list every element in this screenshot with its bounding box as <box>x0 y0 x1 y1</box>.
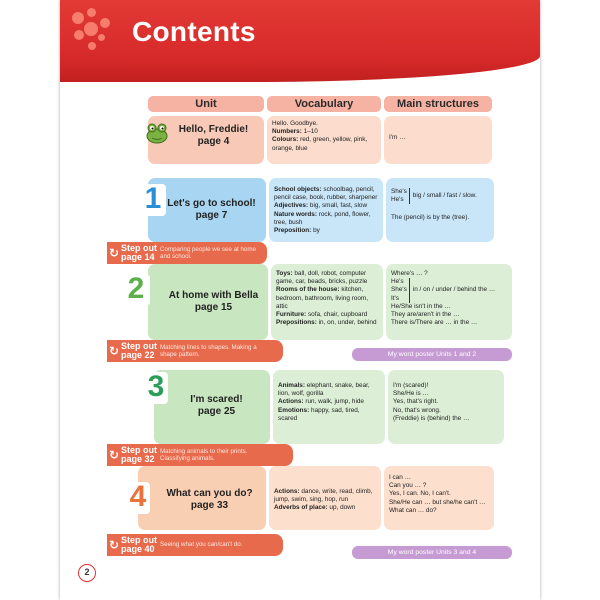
structures-cell <box>388 370 504 444</box>
contents-page <box>60 0 540 600</box>
unit-title: What can you do? <box>166 488 253 499</box>
stepout-arrow-icon: ↻ <box>108 344 120 358</box>
vocab-line: Toys: ball, doll, robot, computer game, car, beads, bricks, puzzle <box>276 270 368 286</box>
stepout-label: Step out page 32 <box>121 445 157 464</box>
structure-line: in / on / under / behind the … <box>412 286 496 294</box>
vocab-line: Emotions: happy, sad, tired, scared <box>278 406 360 422</box>
decor-bubble <box>100 18 110 28</box>
structure-line: There is/There are … in the … <box>391 319 478 327</box>
decor-bubble <box>98 34 105 41</box>
stepout-banner <box>107 242 267 264</box>
frog-icon <box>144 120 170 146</box>
unit-row-4 <box>138 466 494 530</box>
structure-line: I can … <box>389 474 412 481</box>
decor-bubble <box>72 12 84 24</box>
unit-number: 4 <box>126 482 150 514</box>
stepout-description: Comparing people we see at home and school. <box>160 245 256 260</box>
vocab-cell <box>273 370 385 444</box>
structures-cell <box>384 116 492 164</box>
decor-bubble <box>88 42 96 50</box>
structure-line: I'm … <box>389 134 406 141</box>
unit-cell <box>148 116 264 164</box>
unit-title: Hello, Freddie! <box>178 124 249 135</box>
structure-line: big / small / fast / slow. <box>412 192 477 200</box>
structure-line: It's <box>391 294 399 302</box>
structures-cell <box>384 466 494 530</box>
unit-title: I'm scared! <box>190 394 243 405</box>
unit-cell <box>154 370 270 444</box>
structure-line: The (pencil) is by the (tree). <box>391 214 470 222</box>
stepout-description: Matching animals to their prints. Classifying animals. <box>160 447 248 462</box>
unit-number: 1 <box>140 184 166 216</box>
unit-number: 3 <box>144 372 168 404</box>
page-number: 2 <box>78 564 96 582</box>
unit-row-3 <box>154 370 504 444</box>
vocab-line: Rooms of the house: kitchen, bedroom, bathroom, living room, attic <box>276 286 368 310</box>
vocab-line: Actions: run, walk, jump, hide <box>278 398 364 406</box>
unit-row-2 <box>148 264 512 340</box>
stepout-arrow-icon: ↻ <box>108 538 120 552</box>
stepout-banner <box>107 340 283 362</box>
vocab-line: Adjectives: big, small, fast, slow <box>274 202 368 210</box>
vocab-line: Preposition: by <box>274 227 320 235</box>
stepout-label: Step out page 14 <box>121 243 157 262</box>
structure-line: Where's … ? <box>391 270 428 277</box>
vocab-line: Hello. Goodbye. <box>272 120 318 127</box>
unit-cell <box>138 466 266 530</box>
unit-page: page 7 <box>195 210 228 221</box>
vocab-line: Colours: red, green, yellow, pink, orange, blue <box>272 136 368 152</box>
structure-line: She/He can … but she/he can't … <box>389 498 486 506</box>
vocab-line: Nature words: rock, pond, flower, tree, bush <box>274 210 371 226</box>
column-header-vocabulary: Vocabulary <box>267 96 381 112</box>
unit-page: page 25 <box>197 406 236 417</box>
stepout-arrow-icon: ↻ <box>108 246 120 260</box>
stepout-description: Seeing what you can/can't do. <box>160 541 243 549</box>
stepout-banner <box>107 444 293 466</box>
structure-line: He's <box>391 196 404 204</box>
unit-title: Let's go to school! <box>167 198 256 209</box>
unit-page: page 33 <box>190 500 229 511</box>
vocab-line: Prepositions: in, on, under, behind <box>276 319 377 327</box>
page-title: Contents <box>132 16 256 47</box>
structure-group <box>391 188 489 204</box>
structure-group <box>391 278 507 303</box>
vocab-cell <box>269 178 383 242</box>
stepout-label: Step out page 22 <box>121 341 157 360</box>
vocab-cell <box>267 116 381 164</box>
decor-bubble <box>74 30 84 40</box>
unit-page: page 15 <box>194 302 233 313</box>
structure-line: He's <box>391 278 404 286</box>
vocab-line: Animals: elephant, snake, bear, lion, wolf, gorilla <box>278 382 370 398</box>
stepout-label: Step out page 40 <box>121 535 157 554</box>
header-banner <box>60 0 540 82</box>
structure-line: She/He is … <box>393 390 429 398</box>
decor-bubble <box>87 8 96 17</box>
unit-title: At home with Bella <box>168 290 259 301</box>
structure-line: No, that's wrong. <box>393 406 441 414</box>
structure-line: What can … do? <box>389 506 437 514</box>
vocab-line: Furniture: sofa, chair, cupboard <box>276 311 368 319</box>
unit-row-intro <box>148 116 492 164</box>
unit-number: 2 <box>122 274 150 306</box>
structure-line: She's <box>391 188 407 195</box>
stepout-arrow-icon: ↻ <box>108 448 120 462</box>
vocab-line: Actions: dance, write, read, climb, jump, swim, sing, hop, run <box>274 488 373 504</box>
structure-line: She's <box>391 286 407 294</box>
vocab-cell <box>269 466 381 530</box>
unit-row-1 <box>148 178 494 242</box>
structure-line: I'm (scared)! <box>393 382 429 389</box>
unit-cell <box>148 264 268 340</box>
structures-cell <box>386 264 512 340</box>
structure-line: (Freddie) is (behind) the … <box>393 414 470 422</box>
structure-line: Can you … ? <box>389 482 427 490</box>
vocab-cell <box>271 264 383 340</box>
column-header-unit: Unit <box>148 96 264 112</box>
structures-cell <box>386 178 494 242</box>
vocab-line: School objects: schoolbag, pencil, pencil case, book, rubber, sharpener <box>274 186 378 202</box>
vocab-line: Adverbs of place: up, down <box>274 504 356 512</box>
word-poster-banner: My word poster Units 3 and 4 <box>352 546 512 559</box>
vocab-line: Numbers: 1–10 <box>272 128 318 136</box>
word-poster-banner: My word poster Units 1 and 2 <box>352 348 512 361</box>
column-header-structures: Main structures <box>384 96 492 112</box>
unit-page: page 4 <box>197 136 230 147</box>
structure-line: Yes, I can. No, I can't. <box>389 490 451 498</box>
stepout-banner <box>107 534 283 556</box>
structure-line: He/She isn't in the … <box>391 302 451 310</box>
structure-line: They are/aren't in the … <box>391 311 460 319</box>
structure-line: Yes, that's right. <box>393 398 439 406</box>
decor-bubble <box>84 22 98 36</box>
stepout-description: Matching lines to shapes. Making a shape pattern. <box>160 343 257 358</box>
